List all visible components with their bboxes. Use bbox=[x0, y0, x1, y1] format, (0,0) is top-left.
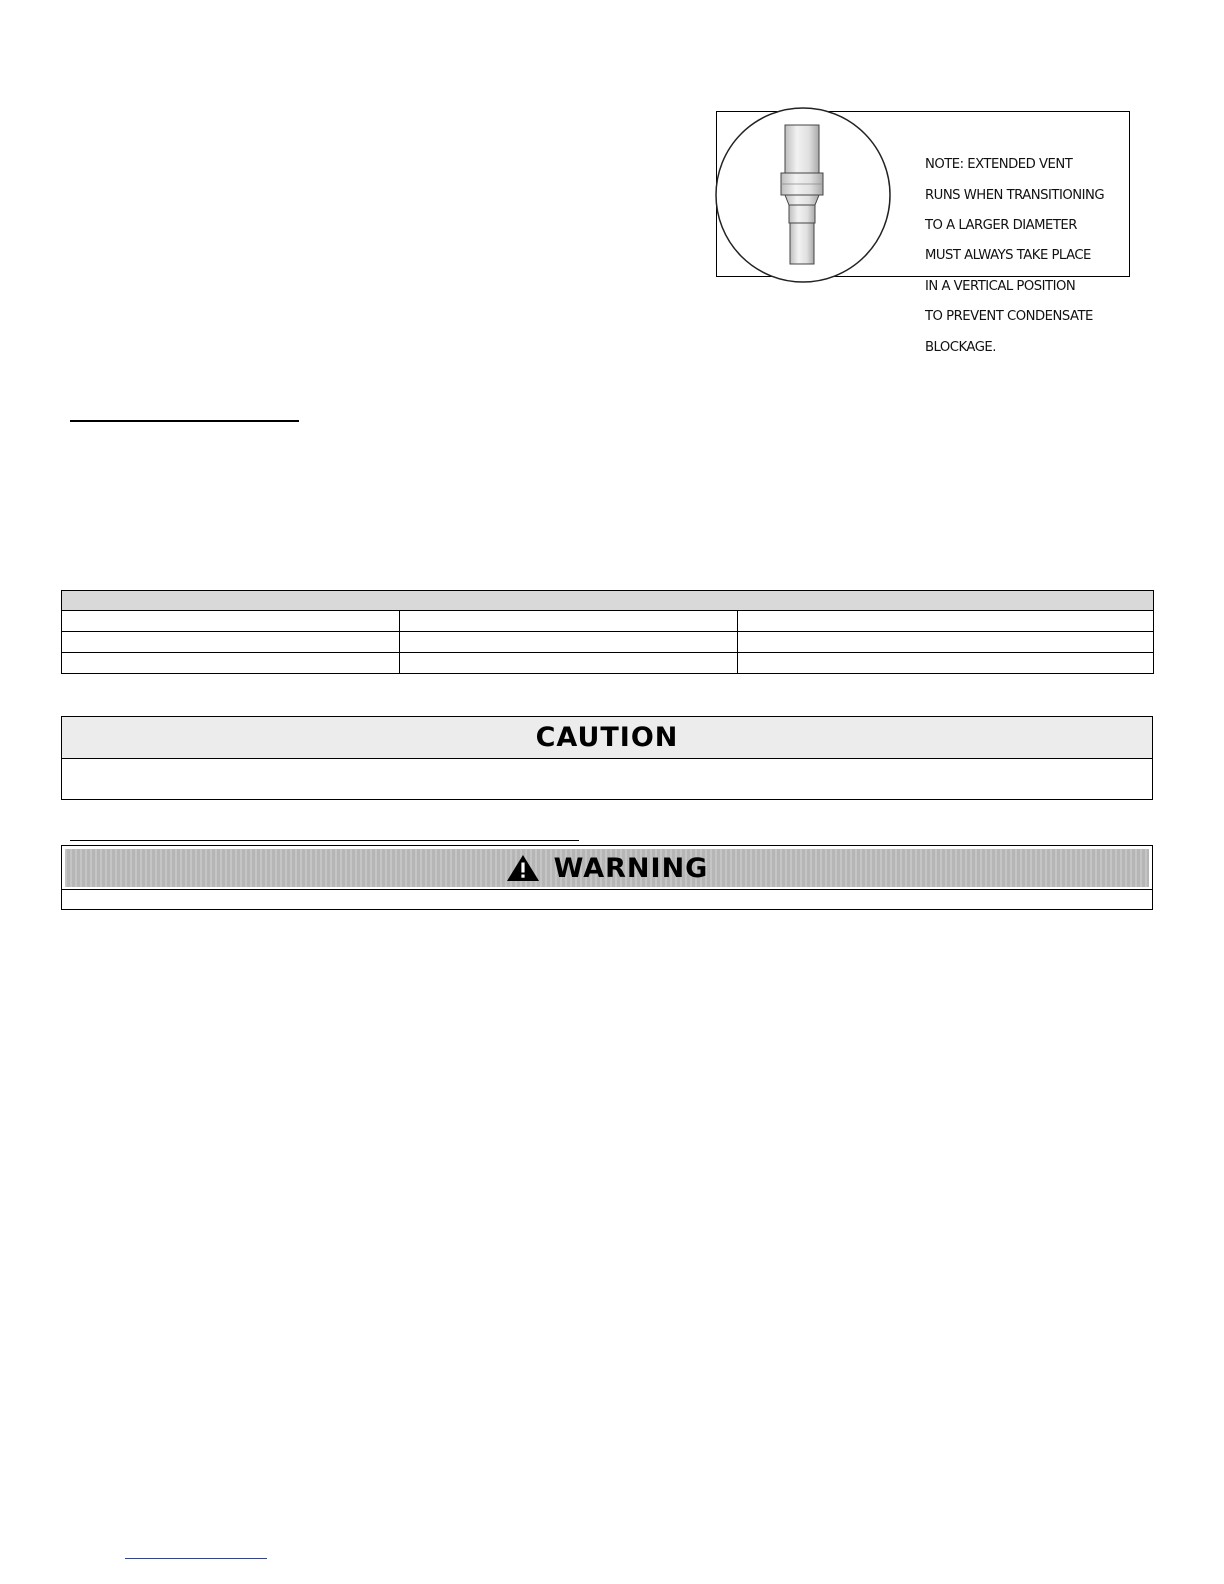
warning-divider bbox=[62, 889, 1152, 890]
note-line: TO PREVENT CONDENSATE bbox=[925, 309, 1093, 325]
table-cell bbox=[400, 632, 738, 653]
note-line: IN A VERTICAL POSITION bbox=[925, 278, 1076, 294]
figure-note-text bbox=[925, 142, 1130, 370]
table-cell bbox=[62, 611, 400, 632]
table-cell bbox=[738, 632, 1154, 653]
warning-title: WARNING bbox=[553, 852, 709, 884]
table-row bbox=[62, 653, 1154, 674]
note-line: TO A LARGER DIAMETER bbox=[925, 218, 1077, 234]
table-header-cell bbox=[62, 591, 1154, 611]
table-cell bbox=[738, 653, 1154, 674]
caution-title: CAUTION bbox=[535, 722, 679, 753]
note-line: NOTE: EXTENDED VENT bbox=[925, 157, 1073, 173]
table-cell bbox=[62, 653, 400, 674]
section-heading-underline bbox=[70, 420, 299, 422]
table-cell bbox=[400, 653, 738, 674]
warning-header bbox=[65, 849, 1149, 887]
table-cell bbox=[400, 611, 738, 632]
table-cell bbox=[62, 632, 400, 653]
table-row bbox=[62, 611, 1154, 632]
footer-link-underline[interactable] bbox=[125, 1558, 267, 1559]
warning-body bbox=[62, 891, 1152, 909]
vent-transition-figure bbox=[716, 111, 1130, 355]
caution-box bbox=[61, 716, 1153, 800]
warning-box bbox=[61, 845, 1153, 910]
note-line: BLOCKAGE. bbox=[925, 339, 996, 355]
specification-table bbox=[61, 590, 1154, 674]
table-header-row bbox=[62, 591, 1154, 611]
section-heading-underline bbox=[70, 840, 579, 841]
warning-triangle-icon bbox=[506, 854, 540, 882]
vent-pipe-transition-drawing bbox=[717, 112, 917, 278]
note-line: RUNS WHEN TRANSITIONING bbox=[925, 187, 1105, 203]
caution-body bbox=[62, 759, 1152, 800]
note-line: MUST ALWAYS TAKE PLACE bbox=[925, 248, 1091, 264]
table-cell bbox=[738, 611, 1154, 632]
caution-header bbox=[62, 717, 1152, 759]
table-row bbox=[62, 632, 1154, 653]
